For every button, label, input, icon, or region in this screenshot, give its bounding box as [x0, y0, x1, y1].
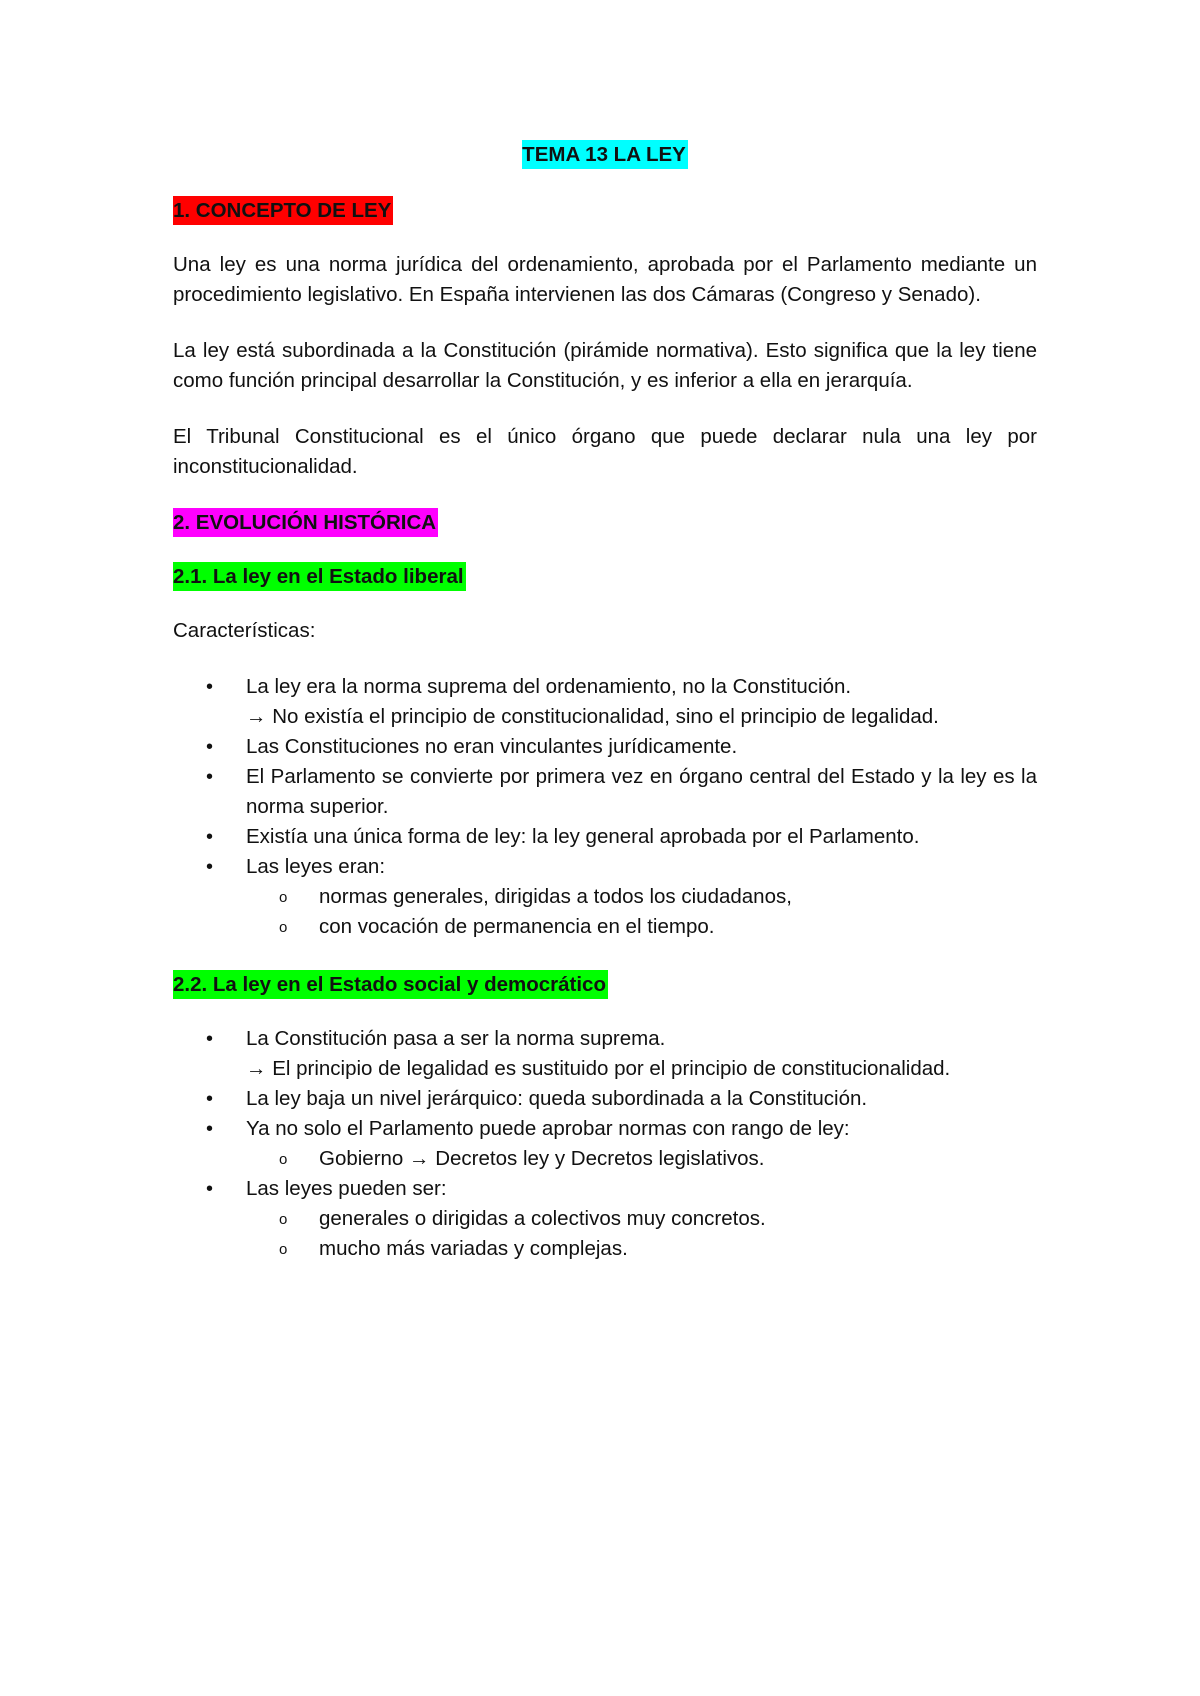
- list-item: [173, 1084, 1037, 1114]
- list-item: [173, 1024, 1037, 1084]
- list-item-arrow-text: → No existía el principio de constitucionalidad, sino el principio de legalidad.: [246, 705, 939, 728]
- section-1-heading-block: [173, 196, 1037, 226]
- section-1-paragraph: La ley está subordinada a la Constitución (pirámide normativa). Esto significa que la ley tiene como función principal desarrollar la Constitución, y es inferior a ella en jerarquía.: [173, 339, 1037, 392]
- section-1-paragraph: El Tribunal Constitucional es el único órgano que puede declarar nula una ley por inconstitucionalidad.: [173, 425, 1037, 478]
- list-item-text: El Parlamento se convierte por primera vez en órgano central del Estado y la ley es la norma superior.: [246, 765, 1037, 818]
- sub-list: [246, 1144, 1037, 1174]
- list-item: [173, 672, 1037, 732]
- section-2-heading: 2. EVOLUCIÓN HISTÓRICA: [173, 508, 438, 537]
- social-state-list: [173, 1024, 1037, 1264]
- list-item-arrow-text: → El principio de legalidad es sustituido por el principio de constitucionalidad.: [246, 1057, 951, 1080]
- subsection-2-2-heading-block: [173, 970, 1037, 1000]
- sub-list: [246, 882, 1037, 942]
- document-content: [173, 140, 1037, 1292]
- section-1-paragraph: Una ley es una norma jurídica del ordenamiento, aprobada por el Parlamento mediante un procedimiento legislativo. En España intervienen las dos Cámaras (Congreso y Senado).: [173, 253, 1037, 306]
- list-item: [173, 762, 1037, 822]
- sub-list: [246, 1204, 1037, 1264]
- sub-list-item: o mucho más variadas y complejas.: [246, 1234, 1037, 1264]
- sub-list-item: o con vocación de permanencia en el tiempo.: [246, 912, 1037, 942]
- list-item-text: La ley baja un nivel jerárquico: queda subordinada a la Constitución.: [246, 1087, 868, 1110]
- sub-list-item: o generales o dirigidas a colectivos muy concretos.: [246, 1204, 1037, 1234]
- list-item-text: Las leyes eran:: [246, 855, 386, 878]
- section-1-heading: 1. CONCEPTO DE LEY: [173, 196, 393, 225]
- list-item: [173, 1114, 1037, 1174]
- sub-list-item: o Gobierno → Decretos ley y Decretos legislativos.: [246, 1144, 1037, 1174]
- subsection-2-1-heading: 2.1. La ley en el Estado liberal: [173, 562, 466, 591]
- subsection-2-2-heading: 2.2. La ley en el Estado social y democrático: [173, 970, 608, 999]
- list-item-text: La ley era la norma suprema del ordenamiento, no la Constitución.: [246, 675, 852, 698]
- list-item-text: Las leyes pueden ser:: [246, 1177, 447, 1200]
- title-block: [173, 140, 1037, 170]
- list-item: [173, 852, 1037, 942]
- list-item-text: La Constitución pasa a ser la norma suprema.: [246, 1027, 666, 1050]
- characteristics-label: Características:: [173, 619, 316, 642]
- section-2-heading-block: [173, 508, 1037, 538]
- list-item-text: Ya no solo el Parlamento puede aprobar normas con rango de ley:: [246, 1117, 850, 1140]
- list-item: [173, 732, 1037, 762]
- list-item-text: Las Constituciones no eran vinculantes jurídicamente.: [246, 735, 738, 758]
- list-item: [173, 1174, 1037, 1264]
- list-item: [173, 822, 1037, 852]
- subsection-2-1-heading-block: [173, 562, 1037, 592]
- list-item-text: Existía una única forma de ley: la ley general aprobada por el Parlamento.: [246, 825, 920, 848]
- liberal-state-list: [173, 672, 1037, 942]
- sub-list-item: o normas generales, dirigidas a todos los ciudadanos,: [246, 882, 1037, 912]
- document-title: TEMA 13 LA LEY: [522, 140, 688, 169]
